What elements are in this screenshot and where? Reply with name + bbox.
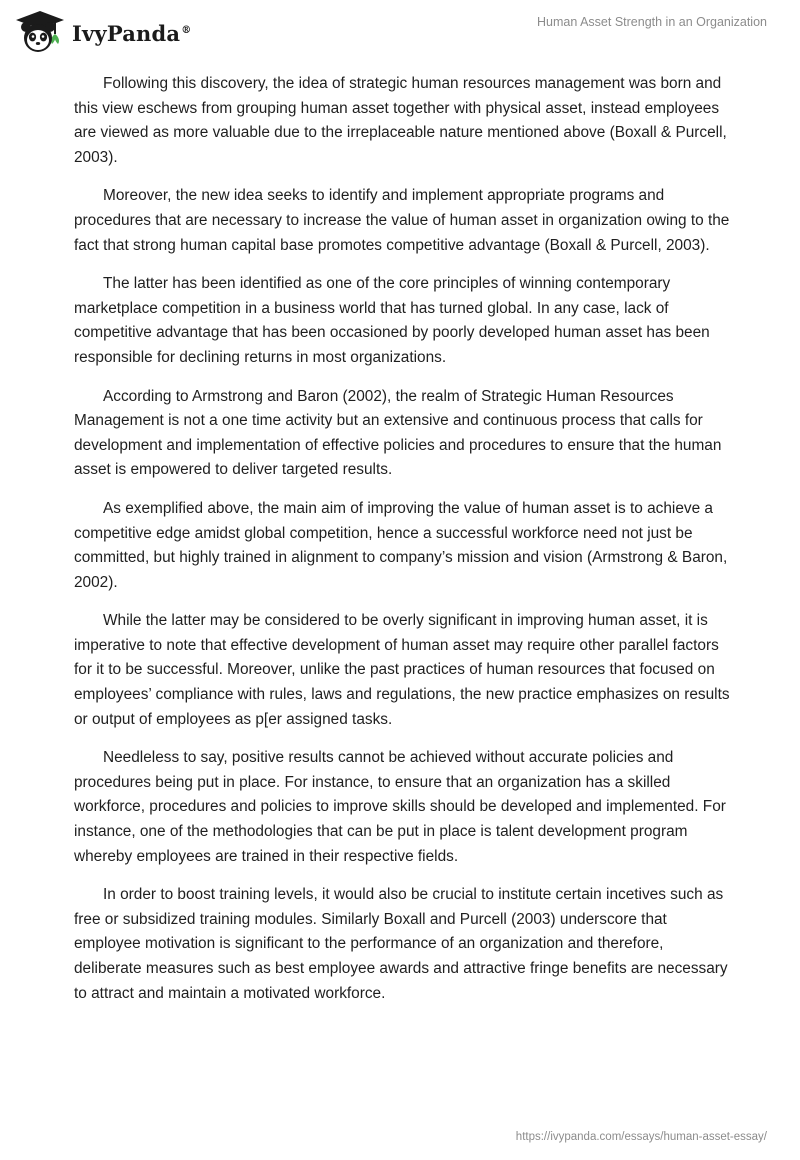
- brand-name: IvyPanda®: [72, 20, 192, 46]
- page-header: [0, 0, 800, 60]
- brand-logo[interactable]: [14, 10, 191, 54]
- paragraph-3: The latter has been identified as one of the core principles of winning contemporary marketplace competition in a business world that has turned global. In any case, lack of competitive advantage that has been occasioned by poorly developed human asset has been responsible for declining returns in most organizations.: [74, 275, 710, 366]
- paragraph-4: According to Armstrong and Baron (2002), the realm of Strategic Human Resources Management is not a one time activity but an extensive and continuous process that calls for development and implementation of effective policies and procedures to ensure that the human asset is empowered to deliver targeted results.: [74, 387, 722, 479]
- paragraph-8: In order to boost training levels, it would also be crucial to institute certain incetives such as free or subsidized training modules. Similarly Boxall and Purcell (2003) underscore that employee motivation is significant to the performance of an organization and therefore, deliberate measures such as best employee awards and attractive fringe benefits are necessary to attract and maintain a motivated workforce.: [74, 886, 728, 1002]
- paragraph-1: Following this discovery, the idea of strategic human resources management was born and this view eschews from grouping human asset together with physical asset, instead employees are viewed as more valuable due to the irreplaceable nature mentioned above (Boxall & Purcell, 2003).: [74, 75, 727, 166]
- source-url[interactable]: https://ivypanda.com/essays/human-asset-essay/: [515, 1131, 767, 1143]
- document-title: Human Asset Strength in an Organization: [537, 15, 767, 29]
- paragraph-7: Needleless to say, positive results cannot be achieved without accurate policies and procedures being put in place. For instance, to ensure that an organization has a skilled workforce, procedures and policies to improve skills should be developed and implemented. For instance, one of the methodologies that can be put in place is talent development program whereby employees are trained in their respective fields.: [74, 749, 726, 865]
- paragraph-6: While the latter may be considered to be overly significant in improving human asset, it is imperative to note that effective development of human asset may require other parallel factors for it to be successful. Moreover, unlike the past practices of human resources that focused on employees’ compliance with rules, laws and regulations, the new practice emphasizes on results or output of employees as p[er assigned tasks.: [74, 612, 730, 728]
- paragraph-2: Moreover, the new idea seeks to identify and implement appropriate programs and procedures that are necessary to increase the value of human asset in organization owing to the fact that strong human capital base promotes competitive advantage (Boxall & Purcell, 2003).: [74, 187, 730, 254]
- registered-mark: ®: [181, 24, 192, 36]
- panda-graduation-cap-icon: [14, 10, 66, 54]
- paragraph-5: As exemplified above, the main aim of improving the value of human asset is to achieve a competitive edge amidst global competition, hence a successful workforce need not just be committed, but highly trained in alignment to company’s mission and vision (Armstrong & Baron, 2002).: [74, 499, 728, 591]
- essay-body: [74, 72, 734, 1020]
